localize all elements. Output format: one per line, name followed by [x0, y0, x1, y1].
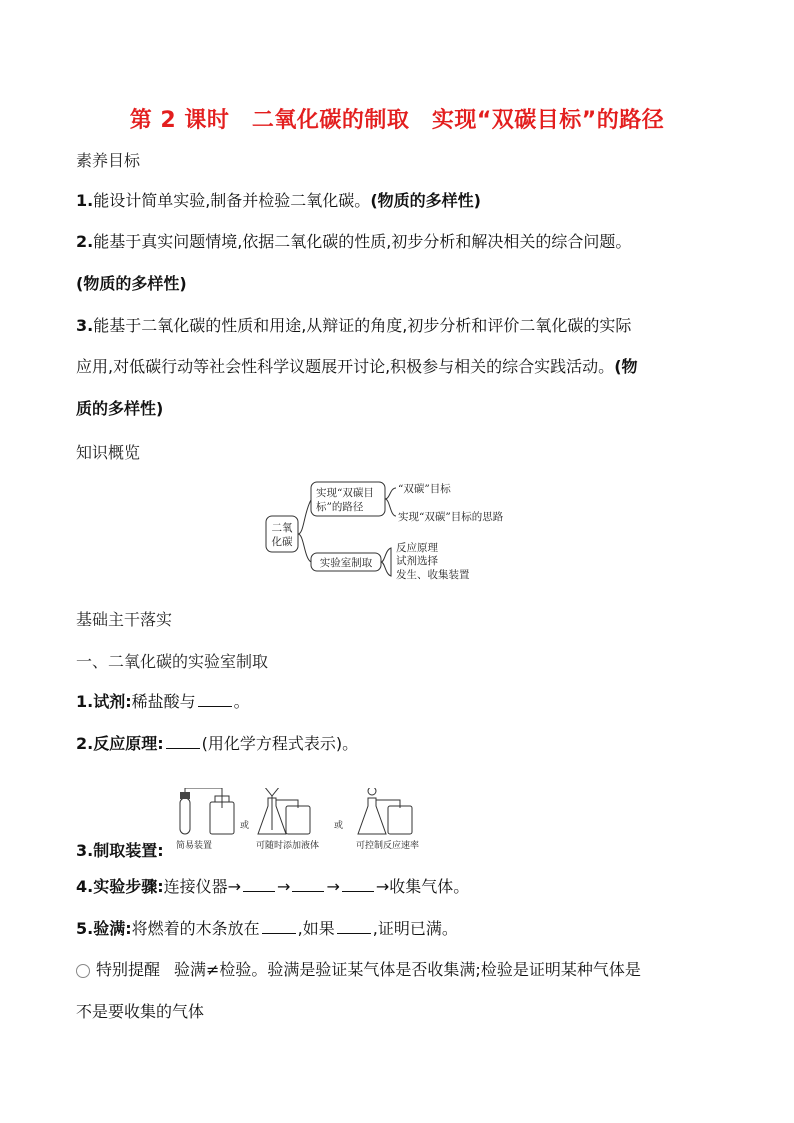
answer-blank	[198, 692, 232, 707]
arrow-2: →	[326, 877, 340, 896]
item-5-full-test	[76, 908, 726, 949]
goal-2-number: 2.	[76, 232, 94, 251]
item-1-reagent	[76, 681, 726, 722]
item-2-principle	[76, 723, 726, 764]
long-funnel-icon	[264, 788, 280, 796]
branch1-label-line2: 标”的路径	[316, 501, 364, 513]
goal-3-line1	[76, 305, 726, 346]
arrow-1: →	[277, 877, 291, 896]
item-1-label: 1.试剂:	[76, 692, 132, 711]
conical-flask-icon	[358, 798, 386, 834]
tip-label: 特别提醒	[96, 960, 161, 979]
answer-blank	[262, 919, 296, 934]
item-1-text: 稀盐酸与	[131, 692, 196, 711]
item-3-label: 3.制取装置:	[76, 841, 164, 860]
or-label-1: 或	[240, 821, 250, 831]
item-2-text: (用化学方程式表示)。	[201, 734, 359, 753]
goal-1	[76, 180, 726, 221]
goal-1-text: 能设计简单实验,制备并检验二氧化碳。	[93, 191, 371, 210]
branch2-leaf-2: 试剂选择	[396, 555, 438, 567]
delivery-tube-icon	[276, 800, 298, 808]
special-tip	[76, 949, 726, 990]
or-label-2: 或	[334, 821, 344, 831]
connector-b2-brace	[381, 548, 391, 576]
apparatus-a-caption: 简易装置	[176, 841, 213, 851]
item-2-label: 2.反应原理:	[76, 734, 164, 753]
item-5-text-3: ,证明已满。	[372, 919, 458, 938]
tip-icon	[76, 964, 90, 978]
connector-upper	[298, 500, 311, 534]
answer-blank	[243, 877, 275, 892]
branch1-label-line1: 实现“双碳目	[316, 487, 374, 499]
root-label-line1: 二氧	[271, 522, 293, 534]
root-label-line2: 化碳	[271, 536, 293, 548]
item-4-end: →收集气体。	[375, 877, 470, 896]
section-heading-overview: 知识概览	[76, 443, 141, 462]
connector-lower	[298, 534, 311, 562]
goal-1-tag: (物质的多样性)	[370, 191, 481, 210]
section-heading-basics: 基础主干落实	[76, 610, 173, 629]
connector-b1-top	[385, 488, 396, 499]
item-1-end: 。	[233, 692, 250, 711]
branch2-leaf-1: 反应原理	[396, 542, 438, 554]
delivery-tube-icon	[185, 788, 222, 808]
item-4-label: 4.实验步骤:	[76, 877, 164, 896]
goal-2-tag: (物质的多样性)	[76, 274, 187, 293]
goal-3-tag-b: 质的多样性)	[76, 399, 164, 418]
test-tube-icon	[180, 798, 190, 834]
answer-blank	[337, 919, 371, 934]
item-5-label: 5.验满:	[76, 919, 132, 938]
apparatus-c-caption: 可控制反应速率	[356, 841, 420, 851]
tip-text-line1: 验满≠检验。验满是验证某气体是否收集满;检验是证明某种气体是	[174, 960, 641, 979]
item-4-text: 连接仪器→	[163, 877, 242, 896]
apparatus-b-caption: 可随时添加液体	[256, 841, 320, 851]
goal-1-number: 1.	[76, 191, 94, 210]
item-5-text-2: ,如果	[297, 919, 335, 938]
answer-blank	[292, 877, 324, 892]
goal-3-line2	[76, 346, 726, 387]
section-heading-goals: 素养目标	[76, 151, 141, 170]
branch1-leaf-1: “双碳”目标	[398, 483, 451, 495]
answer-blank	[342, 877, 374, 892]
goal-3-tag-a: (物	[614, 357, 638, 376]
stopper-icon	[180, 792, 190, 799]
goal-3-number: 3.	[76, 316, 94, 335]
goal-2-text: 能基于真实问题情境,依据二氧化碳的性质,初步分析和解决相关的综合问题。	[93, 232, 632, 251]
knowledge-map-diagram	[260, 472, 550, 582]
goal-3-text-a: 能基于二氧化碳的性质和用途,从辩证的角度,初步分析和评价二氧化碳的实际	[93, 316, 632, 335]
branch2-label: 实验室制取	[319, 557, 373, 569]
item-4-steps	[76, 866, 726, 907]
goal-2	[76, 221, 726, 262]
branch2-leaf-3: 发生、收集装置	[396, 569, 470, 581]
separatory-funnel-icon	[368, 788, 376, 795]
subheading-lab-prep: 一、二氧化碳的实验室制取	[76, 652, 269, 671]
item-5-text-1: 将燃着的木条放在	[131, 919, 260, 938]
item-3-apparatus	[76, 830, 726, 871]
connector-b1-bottom	[385, 499, 396, 516]
goal-3-text-b: 应用,对低碳行动等社会性科学议题展开讨论,积极参与相关的综合实践活动。	[76, 357, 615, 376]
branch1-leaf-2: 实现“双碳”目标的思路	[398, 511, 504, 523]
answer-blank	[166, 734, 200, 749]
page-title: 第 2 课时 二氧化碳的制取 实现“双碳目标”的路径	[129, 108, 665, 133]
tip-text-line2: 不是要收集的气体	[76, 1002, 205, 1021]
